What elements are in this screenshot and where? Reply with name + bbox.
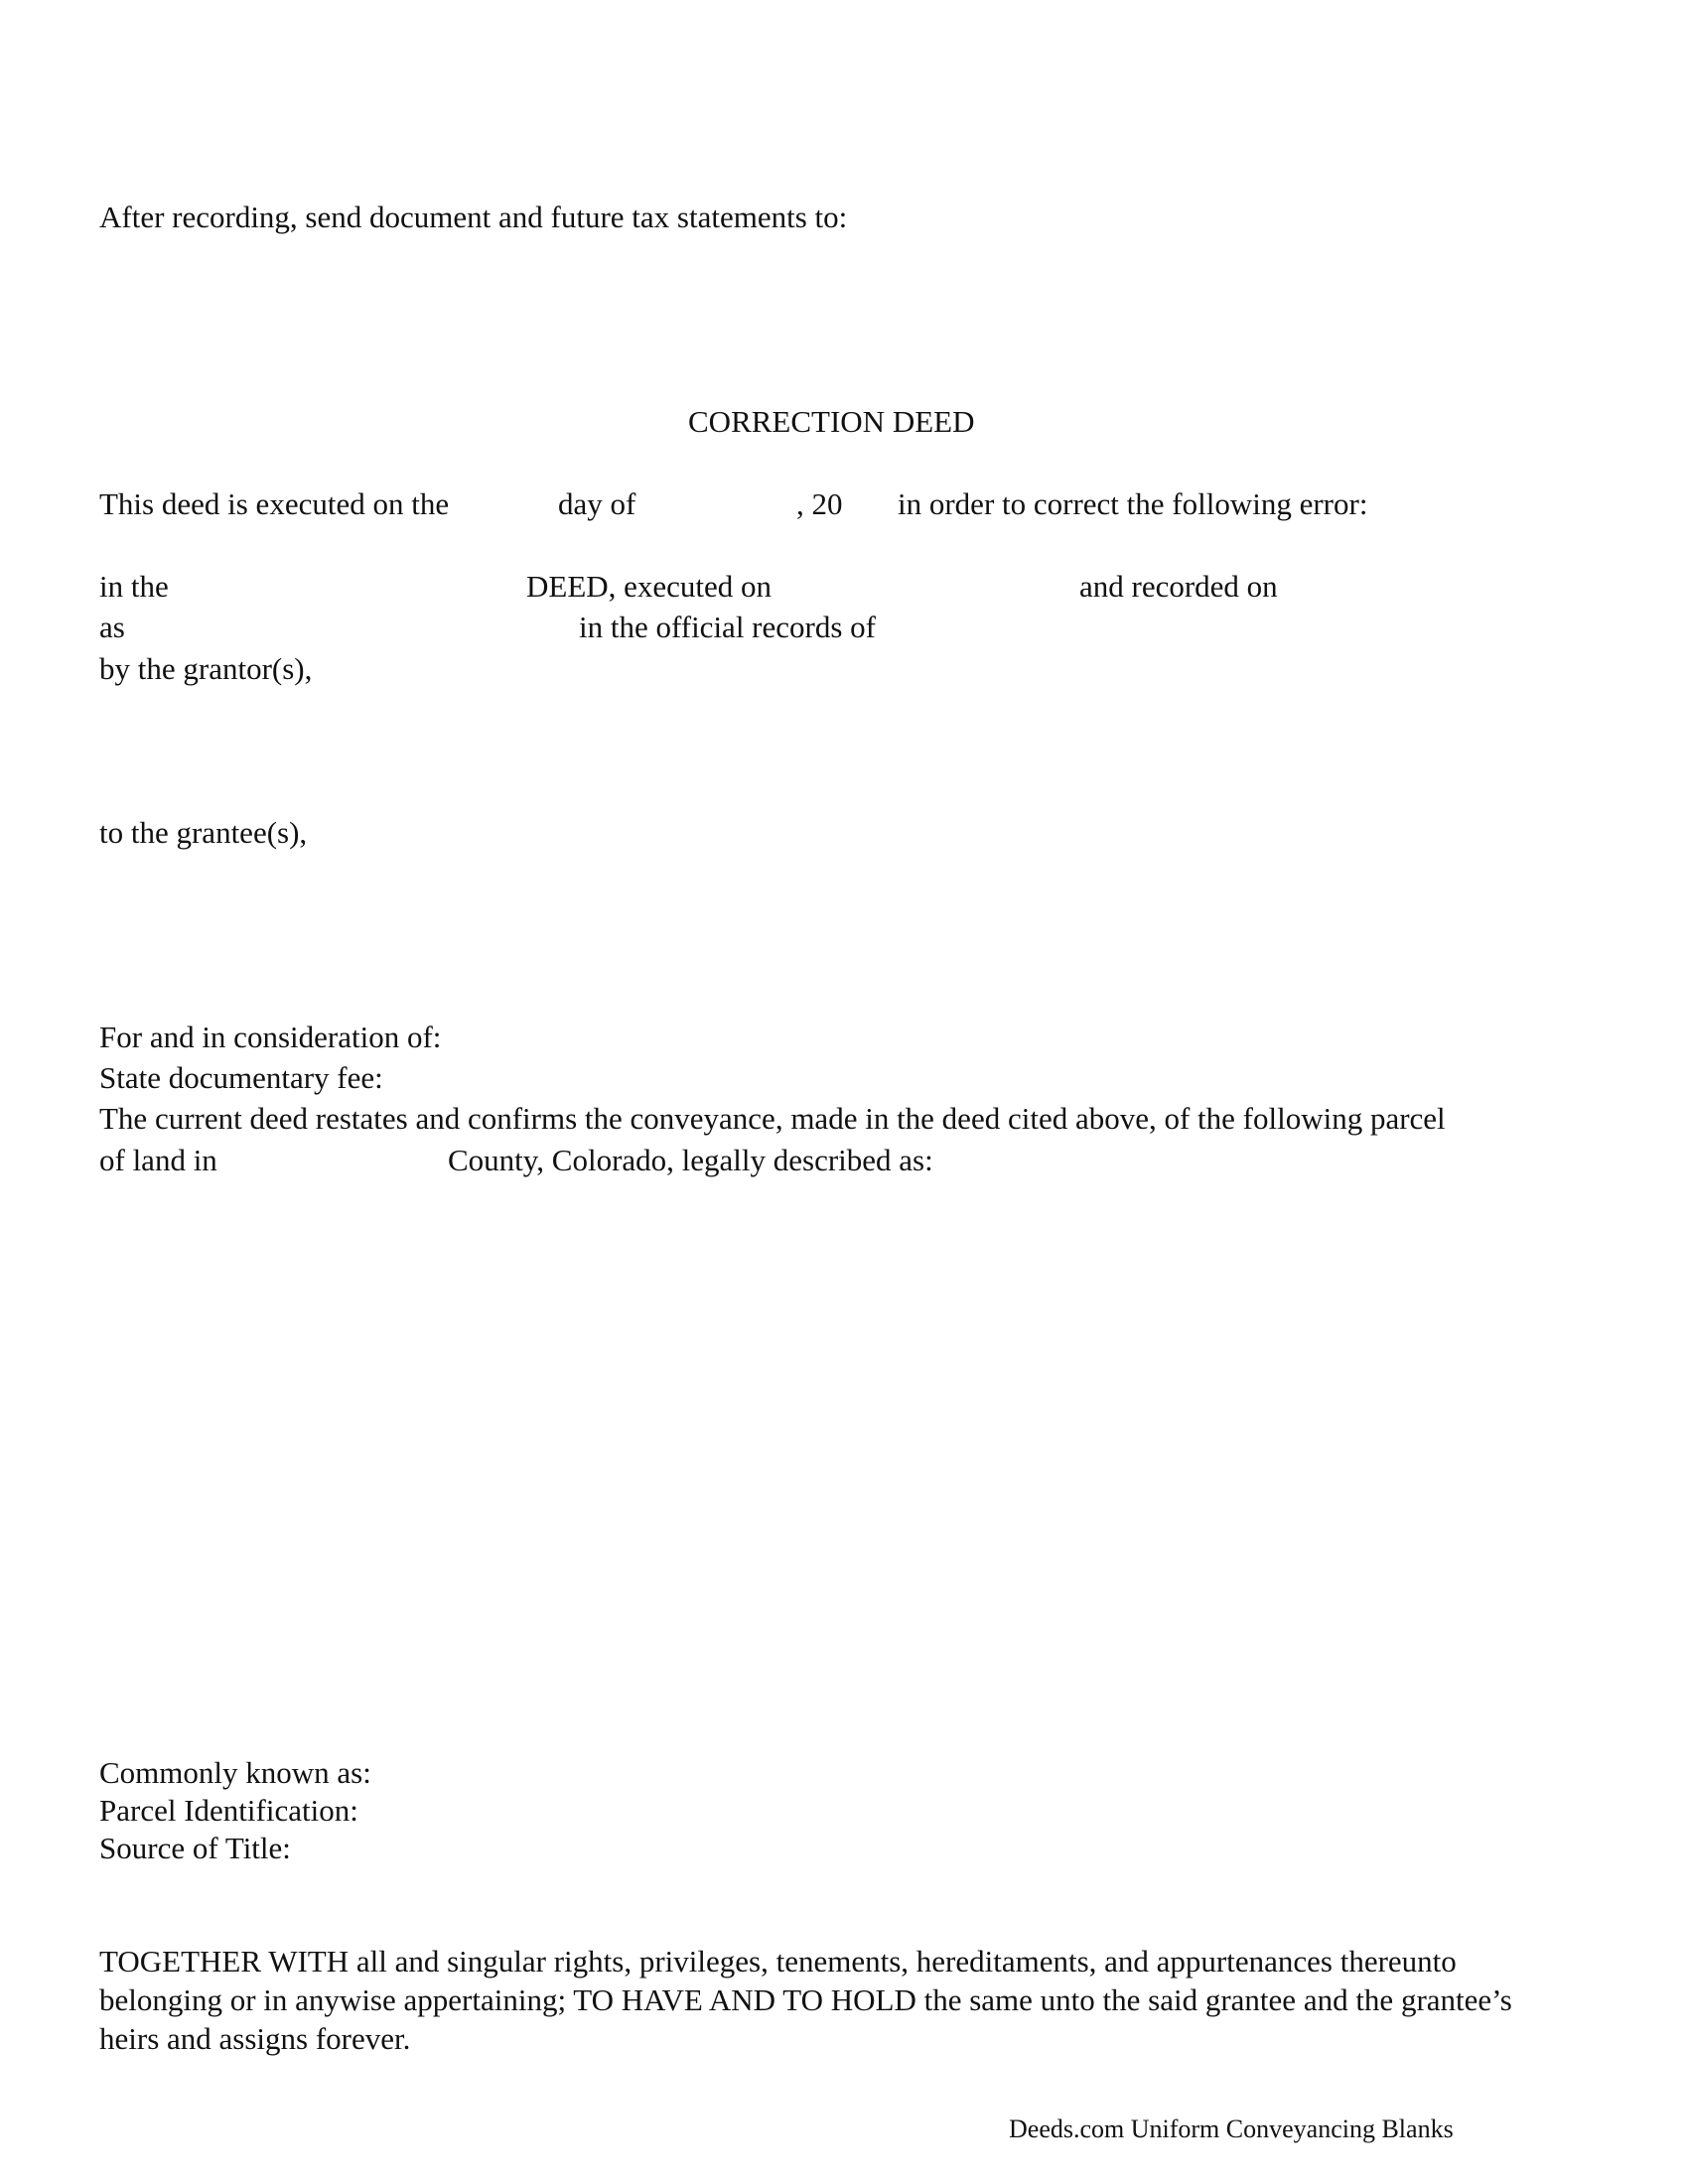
parcel-identification: Parcel Identification:	[99, 1793, 358, 1828]
grantee-label: to the grantee(s),	[99, 815, 308, 850]
of-land-in: of land in	[99, 1143, 217, 1177]
return-to-instruction: After recording, send document and future tax statements to:	[99, 200, 848, 234]
footer-branding: Deeds.com Uniform Conveyancing Blanks	[1009, 2115, 1454, 2143]
execution-line-year: , 20	[796, 486, 843, 521]
habendum-clause: TOGETHER WITH all and singular rights, privileges, tenements, hereditaments, and appurtenances thereunto belonging or in anywise appertaining; TO HAVE AND TO HOLD the same unto the said grantee and the grantee’s heirs and assigns forever.	[99, 1944, 1512, 2056]
execution-line-start: This deed is executed on the	[99, 486, 450, 521]
commonly-known-as: Commonly known as:	[99, 1755, 371, 1790]
source-of-title: Source of Title:	[99, 1831, 291, 1865]
restates-line: The current deed restates and confirms the conveyance, made in the deed cited above, of the following parcel	[99, 1101, 1446, 1136]
prior-deed-as: as	[99, 610, 125, 644]
execution-line-purpose: in order to correct the following error:	[898, 486, 1368, 521]
document-title: CORRECTION DEED	[688, 404, 975, 439]
state-documentary-fee: State documentary fee:	[99, 1060, 383, 1095]
prior-deed-by-grantor: by the grantor(s),	[99, 651, 313, 686]
prior-deed-official-records: in the official records of	[579, 610, 876, 644]
prior-deed-in-the: in the	[99, 569, 169, 604]
execution-line-day-of: day of	[558, 486, 636, 521]
prior-deed-executed-on: DEED, executed on	[526, 569, 773, 604]
county-described: County, Colorado, legally described as:	[448, 1143, 933, 1177]
consideration-label: For and in consideration of:	[99, 1020, 442, 1054]
prior-deed-recorded-on: and recorded on	[1079, 569, 1278, 604]
